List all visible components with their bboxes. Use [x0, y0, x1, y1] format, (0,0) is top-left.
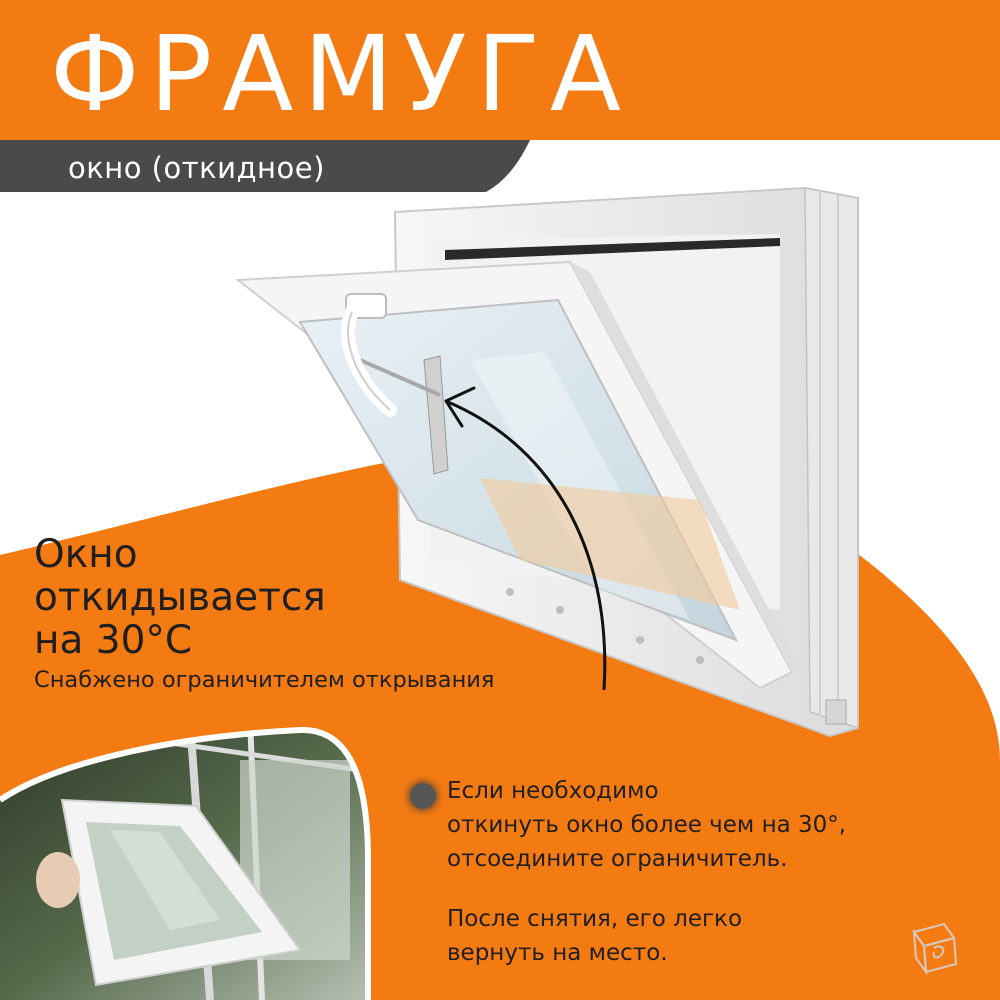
- feature-caption: Снабжено ограничителем открывания: [34, 667, 495, 693]
- info-note: [447, 774, 846, 970]
- page-title: ФРАМУГА: [50, 13, 632, 135]
- feature-heading-line: Окно: [34, 532, 138, 577]
- note-line: отсоедините ограничитель.: [447, 846, 788, 872]
- note-line: Если необходимо: [447, 778, 659, 804]
- bullet-dot-icon: [410, 783, 436, 809]
- feature-heading-line: откидывается: [34, 575, 326, 620]
- feature-heading: [34, 533, 364, 662]
- page-subtitle: окно (откидное): [68, 151, 325, 185]
- feature-heading-line: на 30°C: [34, 618, 193, 663]
- note-line: откинуть окно более чем на 30°,: [447, 812, 847, 838]
- note-spacer: [447, 876, 846, 902]
- brand-logo-icon: [904, 918, 964, 978]
- note-line: После снятия, его легко: [447, 906, 743, 932]
- note-line: вернуть на место.: [447, 940, 668, 966]
